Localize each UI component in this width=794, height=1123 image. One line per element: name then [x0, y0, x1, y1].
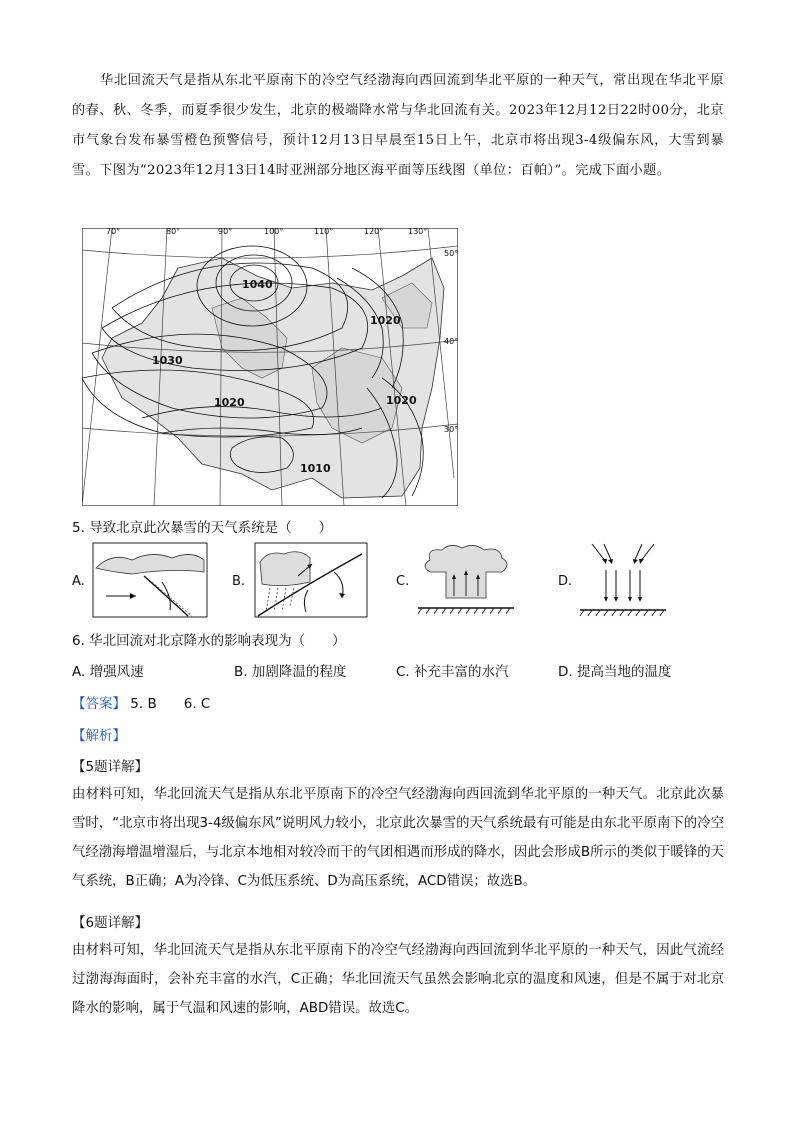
answer-text: 5. B 6. C [130, 696, 211, 712]
warm-front-diagram [254, 542, 368, 618]
isobar-label: 1020 [386, 394, 417, 407]
lon-label: 130° [408, 228, 428, 236]
lon-label: 110° [314, 228, 334, 236]
option-a-letter: A. [72, 574, 85, 589]
isobar-label: 1040 [242, 278, 273, 291]
q6-option-d: D. 提高当地的温度 [558, 664, 672, 680]
answer-label: 【答案】 [72, 696, 126, 712]
lon-label: 120° [364, 228, 384, 236]
option-d-letter: D. [558, 574, 573, 589]
q6-option-a: A. 增强风速 [72, 664, 144, 680]
lon-label: 70° [106, 228, 121, 236]
lat-label: 30° [444, 425, 458, 434]
detail-5-text: 由材料可知，华北回流天气是指从东北平原南下的冷空气经渤海向西回流到华北平原的一种天气。北京此次暴雪时，“北京市将出现3-4级偏东风”说明风力较小，北京此次暴雪的天气系统最有可能是由东北平原南下的冷空气经渤海增温增湿后，与北京本地相对较冷而干的气团相遇而形成的降水，因此会形成B所示的类似于暖锋的天气系统，B正确；A为冷锋、C为低压系统、D为高压系统，ACD错误；故选B。 [72, 787, 724, 889]
q6-option-b: B. 加剧降温的程度 [234, 664, 347, 680]
cold-front-diagram [92, 542, 208, 618]
isobar-map [82, 228, 458, 506]
lon-label: 100° [264, 228, 284, 236]
q6-option-c: C. 补充丰富的水汽 [396, 664, 509, 680]
option-b-letter: B. [232, 574, 246, 589]
lat-label: 50° [444, 249, 458, 258]
detail-6-heading: 【6题详解】 [72, 915, 149, 931]
analysis-heading [72, 724, 126, 744]
question-6-stem: 6. 华北回流对北京降水的影响表现为（ ） [72, 633, 346, 649]
intro-paragraph: 华北回流天气是指从东北平原南下的冷空气经渤海向西回流到华北平原的一种天气，常出现在华北平原的春、秋、冬季，而夏季很少发生，北京的极端降水常与华北回流有关。2023年12月12日22时00分，北京市气象台发布暴雪橙色预警信号，预计12月13日早晨至15日上午，北京市将出现3-4级偏东风，大雪到暴雪。下图为“2023年12月13日14时亚洲部分地区海平面等压线图（单位：百帕）”。完成下面小题。 [72, 73, 724, 178]
isobar-label: 1020 [370, 314, 401, 327]
answer-line [72, 692, 210, 712]
isobar-label: 1030 [152, 354, 183, 367]
option-c-letter: C. [396, 574, 410, 589]
lat-label: 40° [444, 337, 458, 346]
detail-5-heading: 【5题详解】 [72, 759, 149, 775]
isobar-label: 1020 [214, 396, 245, 409]
question-5-stem: 5. 导致北京此次暴雪的天气系统是（ ） [72, 520, 333, 536]
lon-label: 90° [218, 228, 233, 236]
analysis-label: 【解析】 [72, 728, 126, 744]
detail-6-text: 由材料可知，华北回流天气是指从东北平原南下的冷空气经渤海向西回流到华北平原的一种天气，因此气流经过渤海海面时，会补充丰富的水汽，C正确；华北回流天气虽然会影响北京的温度和风速，但是不属于对北京降水的影响，属于气温和风速的影响，ABD错误。故选C。 [72, 943, 724, 1016]
isobar-label: 1010 [300, 462, 331, 475]
high-pressure-diagram [578, 540, 668, 620]
lon-label: 80° [166, 228, 181, 236]
low-pressure-diagram [416, 542, 516, 618]
